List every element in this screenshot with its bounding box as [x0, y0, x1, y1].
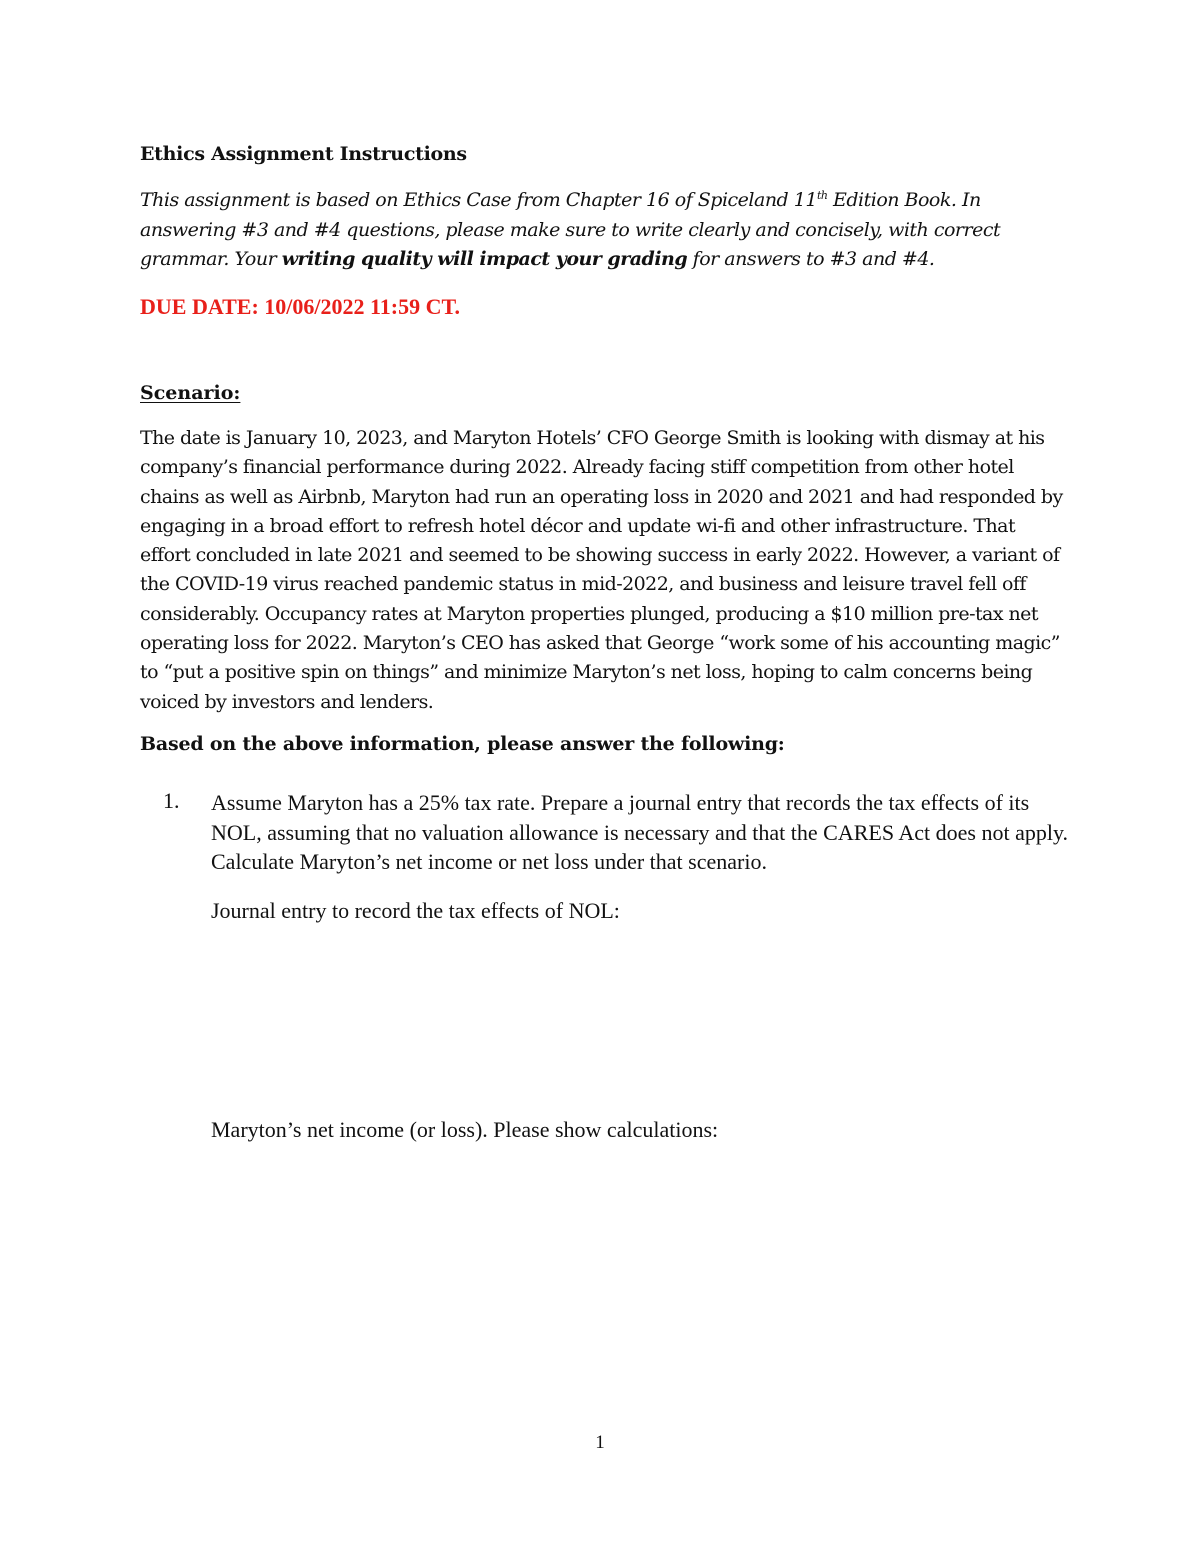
intro-text-part3: for answers to #3 and #4. [687, 248, 935, 270]
question-number: 1. [163, 788, 180, 813]
question-journal-entry-label: Journal entry to record the tax effects of NOL: [211, 898, 620, 923]
page-number: 1 [595, 1432, 605, 1453]
intro-paragraph [140, 186, 1060, 275]
scenario-heading: Scenario: [140, 382, 241, 404]
intro-text-part2: Edition Book. In answering #3 and #4 questions, please make sure to write clearly and concisely, with correct grammar. Your [140, 189, 1001, 270]
intro-text-part1: This assignment is based on Ethics Case from Chapter 16 of Spiceland 11 [140, 189, 817, 211]
document-title: Ethics Assignment Instructions [140, 143, 467, 165]
question-text: Assume Maryton has a 25% tax rate. Prepare a journal entry that records the tax effects of its NOL, assuming that no valuation allowance is necessary and that the CARES Act does not apply. Calculate Maryton’s net income or net loss under that scenario. [211, 790, 1069, 874]
questions-prompt: Based on the above information, please answer the following: [140, 733, 785, 755]
intro-emphasis: writing quality will impact your grading [281, 248, 688, 270]
question-net-income-label: Maryton’s net income (or loss). Please show calculations: [211, 1117, 719, 1142]
intro-superscript: th [816, 189, 828, 202]
due-date: DUE DATE: 10/06/2022 11:59 CT. [140, 294, 461, 319]
scenario-body: The date is January 10, 2023, and Maryton Hotels’ CFO George Smith is looking with dismay at his company’s financial performance during 2022. Already facing stiff competition from other hotel chains as well as Airbnb, Maryton had run an operating loss in 2020 and 2021 and had responded by engaging in a broad effort to refresh hotel décor and update wi-fi and other infrastructure. That effort concluded in late 2021 and seemed to be showing success in early 2022. However, a variant of the COVID-19 virus reached pandemic status in mid-2022, and business and leisure travel fell off considerably. Occupancy rates at Maryton properties plunged, producing a $10 million pre-tax net operating loss for 2022. Maryton’s CEO has asked that George “work some of his accounting magic” to “put a positive spin on things” and minimize Maryton’s net loss, hoping to calm concerns being voiced by investors and lenders. [140, 427, 1063, 713]
